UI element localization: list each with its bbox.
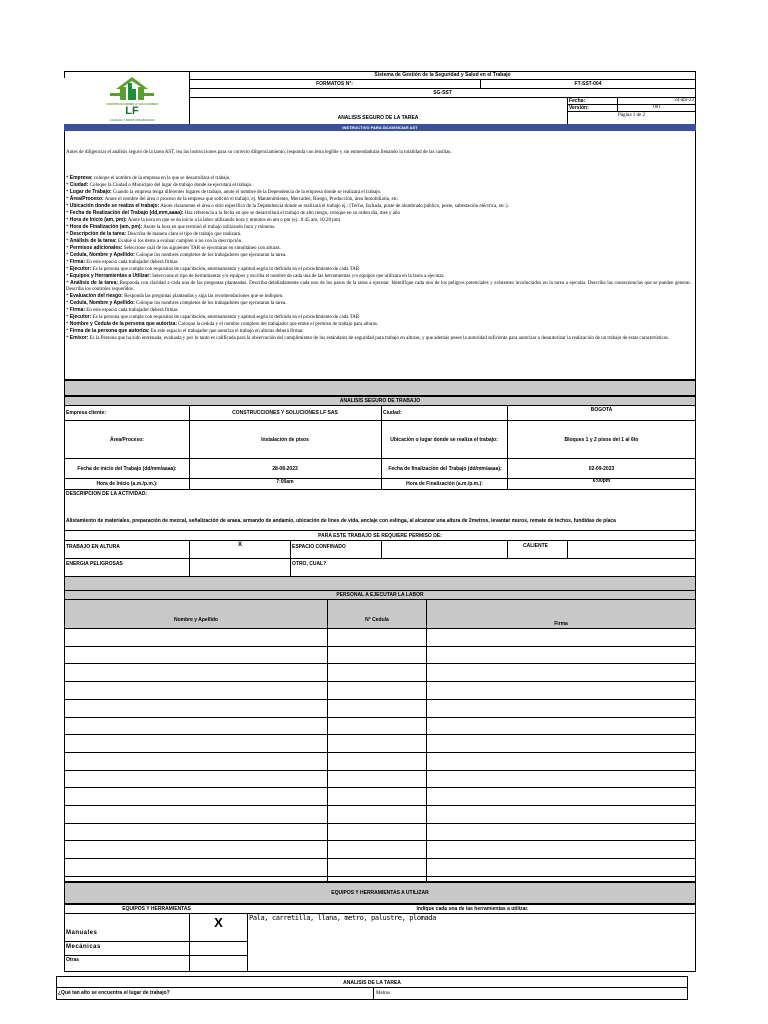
instruction-item: * Cedula, Nombre y Apellido: Coloque los nombres completos de los trabajadores que ejecutaran la tarea. (66, 300, 287, 306)
instruction-item: * Firma: En este espacio cada trabajador deberá firmar. (66, 307, 179, 313)
personnel-table (64, 590, 696, 882)
instruction-item: * Hora de Inicio (am, pm): Anote la hora en que se da inicio a la labor utilizando hora y minutos en am o pm (ej.: 8:45 am, 10:20 pm) (66, 217, 341, 223)
start-date-label: Fecha de inicio del Trabajo (dd/mm/aaaa): (77, 465, 177, 472)
format-code: FT-SST-004 (574, 81, 602, 87)
start-date-value[interactable]: 28-08-2023 (272, 465, 298, 472)
personnel-title: PERSONAL A EJECUTAR LA LABOR (65, 591, 695, 599)
equipment-mechanical-label: Mecánicas (66, 944, 101, 950)
instruction-item: * Ciudad: Coloque la Ciudad o Municipio del lugar de trabajo donde se ejecutará el trabajo. (66, 182, 253, 188)
instruction-item: * Ubicación donde se realiza el trabajo: Anote claramente el área o sitio específico de la Dependencia donde se realizará el trabajo ej.: (Techo, fachada, poste de alumbrado público, poste, subestación eléctrica, etc.). (66, 203, 509, 209)
instruction-item: * Cedula, Nombre y Apellido: Coloque los nombres completos de los trabajadores que ejecutaran la tarea. (66, 252, 287, 258)
system-title: Sistema de Gestión de la Seguridad y Salud en el Trabajo (374, 72, 511, 78)
instruction-item: * Fecha de Realización del Trabajo (dd,mm,aaaa): Haz referencia a la fecha en que se desarrollará el trabajo de alto riesgo, coloque en su orden día, mes y año (66, 210, 400, 216)
instruction-item: * Ejecutor: Es la persona que cumple con requisitos de capacitación, entrenamiento y aptitud según lo definido en el procedimiento de cada TAR (66, 314, 360, 320)
equipment-other-label: Otras (66, 957, 80, 963)
logo-subtitle: CALIDAD Y RESPONSABILIDAD (109, 118, 155, 122)
task-height-question: ¿Qué tan alto se encuentra el lugar de trabajo? (58, 990, 170, 996)
city-label: Ciudad: (383, 410, 402, 416)
equipment-title: EQUIPOS Y HERRAMIENTAS A UTILIZAR (64, 882, 696, 904)
table-row[interactable] (64, 646, 696, 647)
client-value[interactable]: CONSTRUCCIONES Y SOLUCIONES LF SAS (232, 410, 338, 416)
col-name-header: Nombre y Apellido (174, 617, 218, 623)
logo-tagline: CONSTRUCCIONES & SOLUCIONES (105, 102, 159, 106)
instruction-item: * Permisos adicionales: Seleccione cuál de los siguientes TAR se ejecutaran en simultáneo con alturas. (66, 245, 281, 251)
client-label: Empresa cliente: (66, 410, 107, 416)
instruction-item: * Hora de Finalización (am, pm): Anote la hora en que terminó el trabajo utilizando hora y minutos. (66, 224, 276, 230)
instructions-banner: INSTRUCTIVO PARA DILIGENCIAR AST (64, 124, 696, 131)
table-row[interactable] (64, 752, 696, 753)
table-row[interactable] (64, 681, 696, 682)
logo-house-icon (86, 73, 178, 103)
table-row[interactable] (64, 628, 696, 629)
location-value[interactable]: Bloques 1 y 2 pisos del 1 al 6to (564, 436, 639, 443)
area-value[interactable]: Instalación de pisos (261, 436, 309, 443)
instruction-item: * Empresa: coloque el nombre de la empresa en la que se desarrollara el trabajo. (66, 175, 231, 181)
description-label: DESCRIPCION DE LA ACTIVIDAD: (66, 491, 148, 497)
table-row[interactable] (64, 805, 696, 806)
task-height-unit[interactable]: Metros (376, 991, 391, 996)
instructions-list (66, 175, 691, 342)
table-row[interactable] (64, 823, 696, 824)
area-label: Área/Proceso: (110, 436, 144, 443)
instruction-item: * Área/Proceso: Anote el nombre del área o proceso de la empresa que solicitó el trabajo, ej. Mantenimiento, Mercadeo, Riesgo, Producción, área Inmobiliaria, etc. (66, 196, 399, 202)
permit-heights-label: TRABAJO EN ALTURA (66, 544, 120, 550)
company-logo (86, 73, 178, 123)
table-row[interactable] (64, 787, 696, 788)
permit-other-label: OTRO, CUAL? (292, 561, 327, 567)
permit-energy-label: ENERGIA PELIGROSAS (66, 561, 123, 567)
end-time-value[interactable]: 6:00pm (592, 478, 611, 484)
table-row[interactable] (64, 840, 696, 841)
instruction-item: * Lugar de Trabajo: Cuando la empresa tenga diferentes lugares de trabajo, anote el nombre de la Dependencia de la empresa donde se realizará el trabajo. (66, 189, 382, 195)
table-row[interactable] (64, 699, 696, 700)
permit-confined-label: ESPACIO CONFINADO (292, 544, 346, 550)
document-header (64, 71, 696, 132)
instruction-item: * Análisis de la tarea: Responda con claridad a cada una de las preguntas planteadas. Describa detalladamente cada uno de los pasos de la tarea a ejecutar. Identifique cada uno de los peligros potenciales y existentes involucrados en la tarea a ejecutar. Describa las consecuencias que se pueden generar. Describa los controles requeridos. (66, 280, 692, 292)
city-value[interactable]: BOGOTA (590, 407, 613, 413)
permit-heights-mark[interactable]: X (237, 542, 242, 548)
version-value: 001 (653, 105, 661, 110)
task-analysis-title: ANALISIS DE LA TAREA (343, 980, 401, 986)
equipment-manual-tools[interactable]: Pala, carretilla, llana, metro, palustre, plomada (249, 914, 436, 922)
permits-title: PARA ESTE TRABAJO SE REQUIERE PERMISO DE: (318, 532, 442, 539)
version-label: Versión: (569, 105, 589, 111)
table-row[interactable] (64, 770, 696, 771)
end-time-label: Hora de Finalización (a.m./p.m.): (406, 481, 483, 487)
end-date-label: Fecha de finalización del Trabajo (dd/mm/aaaa): (388, 465, 502, 472)
table-row[interactable] (64, 717, 696, 718)
instructions-intro: Antes de diligenciar el análisis seguro de la tarea AST, lea las instrucciones para su correcto diligenciamiento, responda con letra legible y sin enmendaduras llenando la totalidad de las casillas. (66, 150, 452, 155)
location-label: Ubicación o lugar donde se realiza el trabajo: (390, 436, 498, 443)
table-row[interactable] (64, 876, 696, 877)
form-title: ANALISIS SEGURO DE LA TAREA (337, 115, 419, 121)
col-sign-header: Firma (554, 621, 568, 627)
date-label: Fecha: (569, 98, 586, 104)
section-spacer (64, 380, 696, 396)
sg-sst-label: SG-SST (433, 90, 452, 96)
table-row[interactable] (64, 858, 696, 859)
instruction-item: * Nombre y Cedula de la persona que autoriza: Coloque la cedula y el nombre completo del trabajador que emite el permiso de trabajo para alturas. (66, 321, 379, 327)
instruction-item: * Equipos y Herramientas a Utilizar: Seleccione el tipo de herramientas y/o equipos y escriba el nombre de cada una de las herramientas y/o equipos que utilizara en la tarea a ejecutar. (66, 273, 445, 279)
instruction-item: * Emisor: Es la Persona que ha sido entrenada, evaluada y por lo tanto es calificada para la observación del cumplimiento de los estándares de seguridad para trabajo en alturas, y que además posee la autoridad suficiente para autorizar o desautorizar la realización de un trabajo de estas características. (66, 335, 669, 341)
ast-section-title: ANALISIS SEGURO DE TRABAJO (65, 397, 695, 405)
instruction-item: * Análisis de la tarea: Evalué si los ítems a evaluar cumplen o no con la descripción. (66, 238, 243, 244)
personnel-spacer (64, 577, 696, 590)
table-row[interactable] (64, 734, 696, 735)
instruction-item: * Firma de la persona que autoriza: En este espacio el trabajador que autoriza el trabajo en alturas deberá firmar. (66, 328, 304, 334)
col-id-header: N° Cedula (365, 617, 389, 623)
instruction-item: * Evaluación del riesgo: Responda las preguntas planteadas y siga las recomendaciones que se indiquen. (66, 293, 284, 299)
end-date-value[interactable]: 02-09-2023 (588, 465, 615, 472)
start-time-value[interactable]: 7:00am (276, 479, 294, 485)
equipment-col-type: EQUIPOS Y HERRAMIENTAS (122, 906, 191, 912)
start-time-label: Hora de Inicio (a.m./p.m.): (96, 481, 158, 487)
table-row[interactable] (64, 663, 696, 664)
equipment-col-desc: Indique cada una de las herramientas a utilizar. (416, 906, 529, 912)
page-number: Página 1 de 2 (617, 113, 646, 118)
description-value[interactable]: Alistamiento de materiales, preparación de mezcal, señalización de araea, armando de andamio, ubicación de lines de vida, anclaje con eslinga, al alcanzar una altura de 2metros, levantar muros, remate de techos, fundidas de placa (66, 518, 616, 524)
equipment-manual-mark[interactable]: X (214, 915, 223, 930)
instruction-item: * Firma: En este espacio cada trabajador deberá firmar. (66, 259, 179, 265)
formats-label: FORMATOS N°: (316, 81, 353, 87)
logo-name: LF (125, 105, 139, 117)
equipment-manual-label: Manuales (66, 930, 98, 936)
date-value: 24-abr-23 (674, 98, 694, 103)
permit-hot-label: CALIENTE (523, 543, 548, 549)
instruction-item: * Ejecutor: Es la persona que cumple con requisitos de capacitación, entrenamiento y aptitud según lo definido en el procedimiento de cada TAR (66, 266, 360, 272)
instruction-item: * Descripción de la tarea: Describa de manera clara el tipo de trabajo que realizará. (66, 231, 242, 237)
